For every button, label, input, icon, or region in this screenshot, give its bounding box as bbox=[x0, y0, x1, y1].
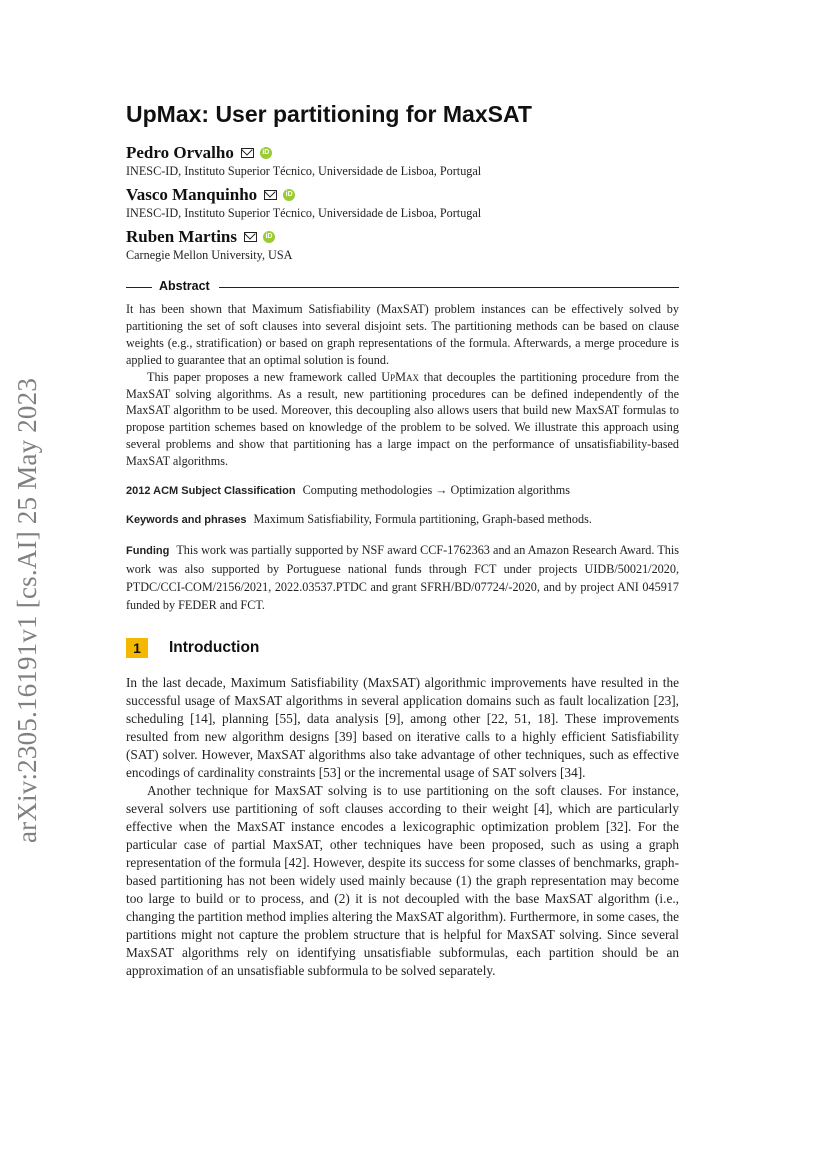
abstract-body bbox=[126, 301, 679, 470]
author-affiliation: INESC-ID, Instituto Superior Técnico, Universidade de Lisboa, Portugal bbox=[126, 164, 482, 178]
abstract-paragraph: This paper proposes a new framework called UpMax that decouples the partitioning procedure from the MaxSAT solving algorithms. As a result, new partitioning procedures can be defined independently of the MaxSAT algorithm to be used. Moreover, this decoupling also allows users that build new MaxSAT formulas to propose partition schemes based on knowledge of the problem to be solved. We illustrate this approach using several problems and show that partitioning has a large impact on the performance of unsatisfiability-based MaxSAT algorithms. bbox=[126, 369, 679, 469]
paper-title: UpMax: User partitioning for MaxSAT bbox=[126, 101, 532, 127]
framework-name: UpMax bbox=[381, 369, 419, 384]
abstract-label: Abstract bbox=[159, 279, 210, 293]
orcid-icon[interactable]: iD bbox=[260, 147, 272, 159]
section-heading bbox=[126, 638, 259, 658]
funding-text: This work was partially supported by NSF award CCF-1762363 and an Amazon Research Award. This work was also supported by Portuguese national funds through FCT under projects UIDB/50021/2020, PTDC/CCI-COM/2156/2021, 2022.03537.PTDC and grant SFRH/BD/07724/-2020, and by project ANI 045917 funded by FEDER and FCT. bbox=[126, 543, 680, 612]
introduction-body bbox=[126, 674, 679, 980]
abstract-heading bbox=[126, 279, 679, 295]
arxiv-identifier: arXiv:2305.16191v1 [cs.AI] 25 May 2023 bbox=[12, 377, 42, 843]
divider bbox=[219, 287, 679, 288]
body-paragraph: In the last decade, Maximum Satisfiability (MaxSAT) algorithmic improvements have resulted in the successful usage of MaxSAT algorithms in several application domains such as fault localization [23], scheduling [14], planning [55], data analysis [9], among other [22, 51, 18]. These improvements resulted from new algorithm designs [39] based on iterative calls to a highly efficient Satisfiability (SAT) solver. However, MaxSAT algorithms also take advantage of other techniques, such as effective encodings of cardinality constraints [53] or the incremental usage of SAT solvers [34]. bbox=[126, 675, 679, 780]
acm-classification bbox=[126, 481, 679, 500]
abstract-paragraph: It has been shown that Maximum Satisfiability (MaxSAT) problem instances can be effectively solved by partitioning the set of soft clauses into several disjoint sets. The partitioning methods can be based on clause weights (e.g., stratification) or based on graph representations of the formula. Afterwards, a merge procedure is applied to guarantee that an optimal solution is found. bbox=[126, 302, 679, 367]
keywords-label: Keywords and phrases bbox=[126, 514, 247, 526]
section-title: Introduction bbox=[169, 639, 260, 656]
author-block bbox=[126, 227, 292, 263]
body-paragraph: Another technique for MaxSAT solving is to use partitioning on the soft clauses. For instance, several solvers use partitioning of soft clauses according to their weight [4], which are particularly effective when the MaxSAT instance encodes a lexicographic optimization problem [32]. For the particular case of partial MaxSAT, other techniques have been proposed, such as using a graph representation of the formula [42]. However, despite its success for some classes of benchmarks, graph-based partitioning has not been widely used mainly because (1) the graph representation may become too large to build or to process, and (2) it is not decoupled with the base MaxSAT algorithm (i.e., changing the partition method implies altering the MaxSAT algorithm). Furthermore, in some cases, the partitions might not capture the problem structure that is helpful for MaxSAT solving. Since several MaxSAT algorithms rely on identifying unsatisfiable subformulas, each partition should be an approximation of an unsatisfiable subformula to be solved separately. bbox=[126, 783, 679, 978]
orcid-icon[interactable]: iD bbox=[263, 231, 275, 243]
author-block bbox=[126, 185, 481, 221]
keywords-text: Maximum Satisfiability, Formula partitioning, Graph-based methods. bbox=[253, 512, 592, 526]
author-name: Ruben Martins bbox=[126, 227, 237, 246]
keywords bbox=[126, 510, 679, 529]
funding bbox=[126, 541, 679, 614]
acm-label: 2012 ACM Subject Classification bbox=[126, 485, 296, 497]
author-name: Pedro Orvalho bbox=[126, 143, 234, 162]
mail-icon[interactable] bbox=[264, 190, 277, 200]
author-affiliation: INESC-ID, Instituto Superior Técnico, Universidade de Lisboa, Portugal bbox=[126, 206, 482, 220]
author-name: Vasco Manquinho bbox=[126, 185, 258, 204]
orcid-icon[interactable]: iD bbox=[283, 189, 295, 201]
mail-icon[interactable] bbox=[241, 148, 254, 158]
acm-text: Computing methodologies → Optimization algorithms bbox=[302, 483, 571, 497]
author-affiliation: Carnegie Mellon University, USA bbox=[126, 248, 293, 262]
divider bbox=[126, 287, 152, 288]
section-number: 1 bbox=[126, 638, 148, 658]
mail-icon[interactable] bbox=[244, 232, 257, 242]
funding-label: Funding bbox=[126, 545, 170, 557]
author-block bbox=[126, 143, 481, 179]
